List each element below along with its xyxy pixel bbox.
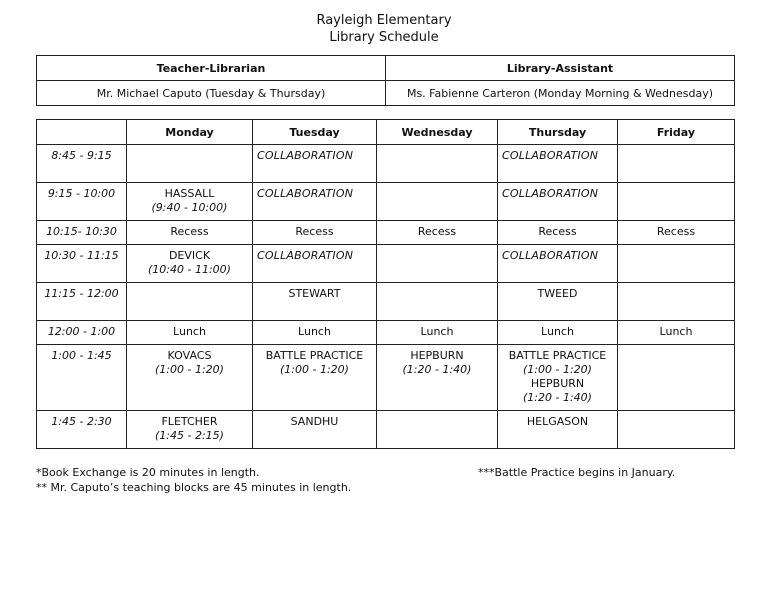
- schedule-cell-monday: [127, 245, 253, 283]
- class-name: KOVACS: [167, 349, 212, 362]
- time-slot: 10:15- 10:30: [37, 221, 127, 245]
- schedule-row: [37, 411, 735, 449]
- schedule-cell-friday: [618, 411, 735, 449]
- schedule-cell-thursday: [498, 411, 618, 449]
- time-header: [37, 120, 127, 145]
- class-name: Recess: [170, 225, 209, 238]
- class-name: COLLABORATION: [502, 149, 599, 162]
- schedule-cell-tuesday: [253, 283, 377, 321]
- schedule-row: [37, 345, 735, 411]
- schedule-cell-thursday: [498, 283, 618, 321]
- schedule-cell-thursday: [498, 321, 618, 345]
- class-time: (10:40 - 11:00): [148, 263, 231, 276]
- schedule-row: [37, 245, 735, 283]
- schedule-cell-friday: [618, 221, 735, 245]
- time-slot: 9:15 - 10:00: [37, 183, 127, 221]
- page-title: Library Schedule: [329, 30, 439, 45]
- school-name: Rayleigh Elementary: [316, 13, 452, 28]
- class-name: HASSALL: [164, 187, 215, 200]
- class-name: TWEED: [537, 287, 578, 300]
- schedule-cell-friday: [618, 245, 735, 283]
- class-name: STEWART: [288, 287, 341, 300]
- schedule-cell-tuesday: [253, 321, 377, 345]
- note-battle-practice: ***Battle Practice begins in January.: [478, 466, 676, 479]
- schedule-cell-thursday: [498, 145, 618, 183]
- class-time: (1:00 - 1:20): [523, 363, 592, 376]
- note-book-exchange: *Book Exchange is 20 minutes in length.: [36, 466, 260, 479]
- class-name: COLLABORATION: [257, 187, 354, 200]
- schedule-row: [37, 321, 735, 345]
- class-name: COLLABORATION: [257, 149, 354, 162]
- staff-header-teacher-librarian: Teacher-Librarian: [37, 56, 386, 81]
- day-header-thursday: Thursday: [498, 120, 618, 145]
- schedule-cell-wednesday: [377, 221, 498, 245]
- schedule-cell-wednesday: [377, 245, 498, 283]
- time-slot: 11:15 - 12:00: [37, 283, 127, 321]
- schedule-cell-thursday: [498, 183, 618, 221]
- schedule-cell-friday: [618, 321, 735, 345]
- schedule-cell-thursday: [498, 345, 618, 411]
- schedule-cell-monday: [127, 183, 253, 221]
- class-name: Recess: [656, 225, 696, 238]
- day-header-row: [37, 120, 735, 145]
- schedule-cell-friday: [618, 283, 735, 321]
- class-time: (1:45 - 2:15): [155, 429, 224, 442]
- class-name: Lunch: [173, 325, 206, 338]
- schedule-cell-wednesday: [377, 321, 498, 345]
- staff-library-assistant: Ms. Fabienne Carteron (Monday Morning & Wednesday): [386, 81, 735, 106]
- schedule-cell-friday: [618, 145, 735, 183]
- class-name: Lunch: [298, 325, 331, 338]
- class-name: COLLABORATION: [257, 249, 354, 262]
- class-name: HELGASON: [526, 415, 589, 428]
- schedule-cell-tuesday: [253, 145, 377, 183]
- time-slot: 12:00 - 1:00: [37, 321, 127, 345]
- staff-header-library-assistant: Library-Assistant: [386, 56, 735, 81]
- time-slot: 1:45 - 2:30: [37, 411, 127, 449]
- schedule-cell-tuesday: [253, 221, 377, 245]
- schedule-cell-thursday: [498, 245, 618, 283]
- schedule-cell-tuesday: [253, 345, 377, 411]
- schedule-cell-tuesday: [253, 411, 377, 449]
- class-time: (1:20 - 1:40): [523, 391, 592, 404]
- schedule-table: [36, 119, 735, 449]
- class-time: (1:00 - 1:20): [155, 363, 224, 376]
- schedule-cell-monday: [127, 345, 253, 411]
- class-time: (1:20 - 1:40): [402, 363, 472, 376]
- schedule-cell-monday: [127, 411, 253, 449]
- class-name: HEPBURN: [530, 377, 585, 390]
- class-name: SANDHU: [290, 415, 339, 428]
- schedule-row: [37, 221, 735, 245]
- schedule-cell-wednesday: [377, 145, 498, 183]
- class-name: HEPBURN: [410, 349, 464, 362]
- day-header-tuesday: Tuesday: [253, 120, 377, 145]
- time-slot: 10:30 - 11:15: [37, 245, 127, 283]
- class-time: (1:00 - 1:20): [280, 363, 349, 376]
- schedule-row: [37, 283, 735, 321]
- class-name: Recess: [538, 225, 577, 238]
- schedule-cell-friday: [618, 345, 735, 411]
- staff-table: [36, 55, 735, 106]
- class-name: Lunch: [659, 325, 693, 338]
- class-name: Recess: [295, 225, 334, 238]
- note-teaching-blocks: ** Mr. Caputo’s teaching blocks are 45 minutes in length.: [36, 481, 352, 494]
- class-name: Recess: [417, 225, 457, 238]
- schedule-cell-wednesday: [377, 283, 498, 321]
- class-name: FLETCHER: [161, 415, 218, 428]
- class-name: Lunch: [420, 325, 454, 338]
- schedule-cell-thursday: [498, 221, 618, 245]
- class-name: COLLABORATION: [502, 249, 599, 262]
- class-name: BATTLE PRACTICE: [508, 349, 607, 362]
- schedule-cell-tuesday: [253, 183, 377, 221]
- class-name: BATTLE PRACTICE: [265, 349, 364, 362]
- schedule-cell-wednesday: [377, 345, 498, 411]
- schedule-cell-wednesday: [377, 411, 498, 449]
- schedule-cell-monday: [127, 283, 253, 321]
- time-slot: 8:45 - 9:15: [37, 145, 127, 183]
- class-time: (9:40 - 10:00): [151, 201, 228, 214]
- schedule-cell-monday: [127, 145, 253, 183]
- schedule-cell-tuesday: [253, 245, 377, 283]
- staff-teacher-librarian: Mr. Michael Caputo (Tuesday & Thursday): [37, 81, 386, 106]
- schedule-row: [37, 145, 735, 183]
- day-header-friday: Friday: [618, 120, 735, 145]
- time-slot: 1:00 - 1:45: [37, 345, 127, 411]
- schedule-cell-wednesday: [377, 183, 498, 221]
- day-header-wednesday: Wednesday: [377, 120, 498, 145]
- schedule-row: [37, 183, 735, 221]
- class-name: DEVICK: [168, 249, 211, 262]
- day-header-monday: Monday: [127, 120, 253, 145]
- class-name: Lunch: [541, 325, 574, 338]
- schedule-cell-monday: [127, 321, 253, 345]
- schedule-cell-friday: [618, 183, 735, 221]
- class-name: COLLABORATION: [502, 187, 599, 200]
- schedule-cell-monday: [127, 221, 253, 245]
